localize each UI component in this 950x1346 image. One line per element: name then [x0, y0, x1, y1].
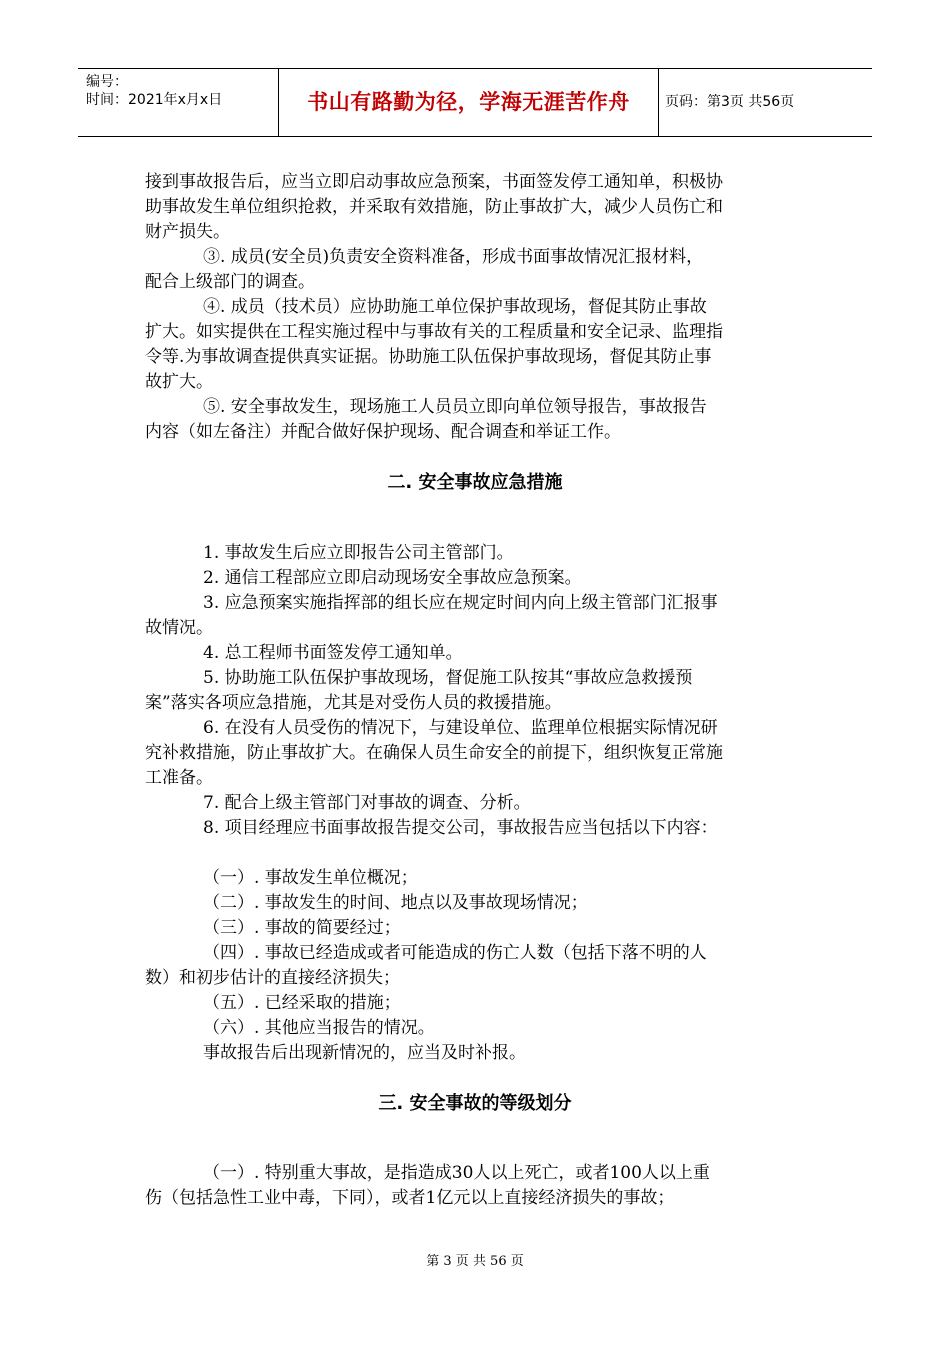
- list-item: 4. 总工程师书面签发停工通知单。: [203, 643, 463, 663]
- text-line: ⑤. 安全事故发生，现场施工人员员立即向单位领导报告，事故报告: [203, 397, 707, 417]
- section-heading: 二. 安全事故应急措施: [387, 472, 563, 493]
- text-line: 故扩大。: [145, 372, 213, 392]
- page-footer: 第 3 页 共 56 页: [426, 1254, 524, 1269]
- serial-label: 编号：: [86, 74, 128, 90]
- text-line: 配合上级部门的调查。: [145, 272, 315, 292]
- date-label: 时间：2021年x月x日: [86, 92, 223, 108]
- text-line: 内容（如左备注）并配合做好保护现场、配合调查和举证工作。: [145, 422, 621, 442]
- text-line: 接到事故报告后，应当立即启动事故应急预案，书面签发停工通知单，积极协: [145, 172, 723, 192]
- text-line: 扩大。如实提供在工程实施过程中与事故有关的工程质量和安全记录、监理指: [145, 322, 723, 342]
- sub-item: （二）. 事故发生的时间、地点以及事故现场情况；: [203, 893, 588, 913]
- list-item: 2. 通信工程部应立即启动现场安全事故应急预案。: [203, 568, 582, 588]
- header-motto: 书山有路勤为径，学海无涯苦作舟: [279, 69, 659, 136]
- header-page-info: 页码：第3页 共56页: [665, 94, 795, 110]
- sub-item: （一）. 事故发生单位概况；: [203, 868, 418, 888]
- list-item: 5. 协助施工队伍保护事故现场，督促施工队按其“事故应急救援预: [203, 668, 693, 688]
- text-line: 工准备。: [145, 768, 213, 788]
- text-line: 财产损失。: [145, 222, 230, 242]
- sub-item: （一）. 特别重大事故，是指造成30人以上死亡，或者100人以上重: [203, 1163, 710, 1183]
- text-line: 令等.为事故调查提供真实证据。协助施工队伍保护事故现场，督促其防止事: [145, 347, 712, 367]
- list-item: 1. 事故发生后应立即报告公司主管部门。: [203, 543, 514, 563]
- text-line: 助事故发生单位组织抢救，并采取有效措施，防止事故扩大，减少人员伤亡和: [145, 197, 723, 217]
- sub-item: （五）. 已经采取的措施；: [203, 993, 401, 1013]
- section-heading: 三. 安全事故的等级划分: [378, 1093, 572, 1114]
- text-line: 案”落实各项应急措施，尤其是对受伤人员的救援措施。: [145, 693, 562, 713]
- text-line: 事故报告后出现新情况的，应当及时补报。: [203, 1043, 526, 1063]
- text-line: 伤（包括急性工业中毒，下同），或者1亿元以上直接经济损失的事故；: [145, 1188, 675, 1208]
- text-line: ③. 成员(安全员)负责安全资料准备，形成书面事故情况汇报材料，: [203, 247, 704, 267]
- list-item: 3. 应急预案实施指挥部的组长应在规定时间内向上级主管部门汇报事: [203, 593, 718, 613]
- list-item: 7. 配合上级主管部门对事故的调查、分析。: [203, 793, 531, 813]
- page-header: [78, 68, 872, 137]
- list-item: 6. 在没有人员受伤的情况下，与建设单位、监理单位根据实际情况研: [203, 718, 718, 738]
- text-line: 数）和初步估计的直接经济损失；: [145, 968, 400, 988]
- text-line: 究补救措施，防止事故扩大。在确保人员生命安全的前提下，组织恢复正常施: [145, 743, 723, 763]
- text-line: ④. 成员（技术员）应协助施工单位保护事故现场，督促其防止事故: [203, 297, 707, 317]
- sub-item: （三）. 事故的简要经过；: [203, 918, 401, 938]
- header-meta: [78, 69, 279, 136]
- sub-item: （六）. 其他应当报告的情况。: [203, 1018, 435, 1038]
- list-item: 8. 项目经理应书面事故报告提交公司，事故报告应当包括以下内容：: [203, 818, 718, 838]
- sub-item: （四）. 事故已经造成或者可能造成的伤亡人数（包括下落不明的人: [203, 943, 707, 963]
- text-line: 故情况。: [145, 618, 213, 638]
